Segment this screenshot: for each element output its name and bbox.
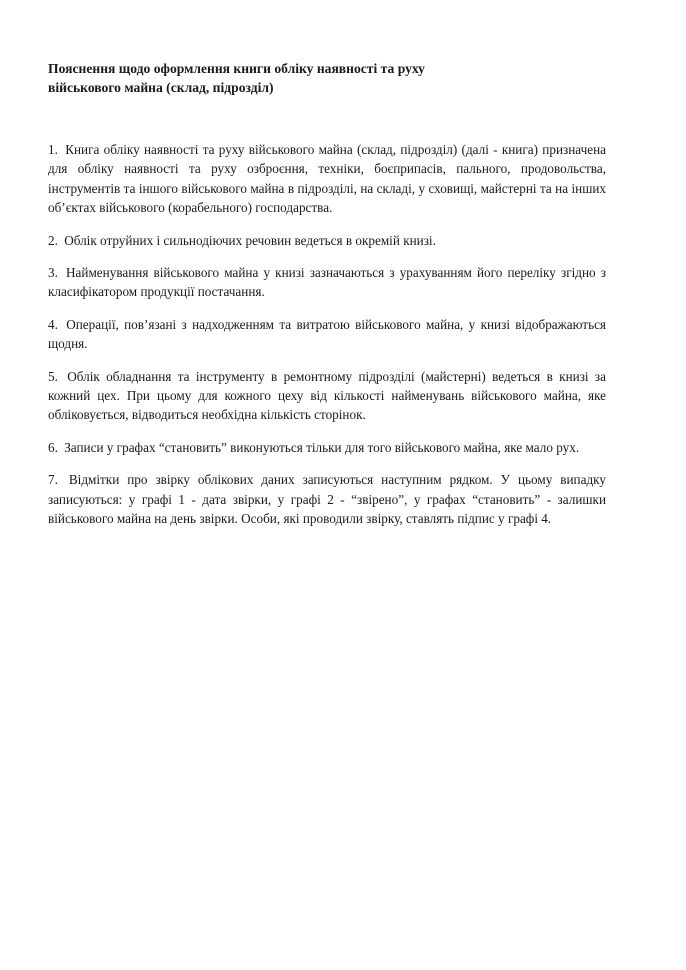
paragraph-number: 4. — [48, 316, 58, 332]
paragraph-text: Облік обладнання та інструменту в ремонтному підрозділі (майстерні) ведеться в книзі за кожний цех. При цьому для кожного цеху від кількості найменувань військового майна, яке обліковується, відводиться необхідна кількість сторінок. — [48, 368, 606, 423]
paragraph-text: Облік отруйних і сильнодіючих речовин ведеться в окремій книзі. — [64, 232, 436, 248]
paragraph-text: Найменування військового майна у книзі зазначаються з урахуванням його переліку згідно з класифікатором продукції постачання. — [48, 265, 606, 300]
paragraph-text: Відмітки про звірку облікових даних записуються наступним рядком. У цьому випадку записуються: у графі 1 - дата звірки, у графі 2 - “звірено”, у графах “становить” - залишки військового майна на день звірки. Особи, які проводили звірку, ставлять підпис у графі 4. — [48, 472, 606, 527]
paragraph-6 — [48, 438, 606, 457]
paragraph-2 — [48, 231, 606, 250]
title-line-1: Пояснення щодо оформлення книги обліку наявності та руху — [48, 61, 425, 76]
paragraph-text: Книга обліку наявності та руху військового майна (склад, підрозділ) (далі - книга) призначена для обліку наявності та руху озброєння, техніки, боєприпасів, пального, продовольства, інструментів та іншого військового майна в підрозділі, на складі, у сховищі, майстерні та на інших об’єктах військового (корабельного) господарства. — [48, 142, 606, 216]
paragraph-number: 6. — [48, 439, 58, 455]
paragraph-number: 7. — [48, 472, 58, 488]
paragraph-number: 3. — [48, 265, 58, 281]
paragraph-text: Операції, пов’язані з надходженням та витратою військового майна, у книзі відображаються щодня. — [48, 316, 606, 352]
paragraph-number: 2. — [48, 232, 58, 248]
paragraph-7 — [48, 470, 606, 528]
paragraph-3 — [48, 263, 606, 302]
title-line-2: військового майна (склад, підрозділ) — [48, 80, 274, 95]
paragraph-number: 1. — [48, 142, 58, 157]
document-title — [48, 59, 628, 97]
paragraph-number: 5. — [48, 368, 58, 384]
paragraph-4 — [48, 315, 606, 354]
paragraph-5 — [48, 367, 606, 425]
paragraph-list — [48, 140, 606, 529]
paragraph-text: Записи у графах “становить” виконуються тільки для того військового майна, яке мало рух. — [64, 439, 580, 455]
paragraph-1 — [48, 140, 606, 218]
